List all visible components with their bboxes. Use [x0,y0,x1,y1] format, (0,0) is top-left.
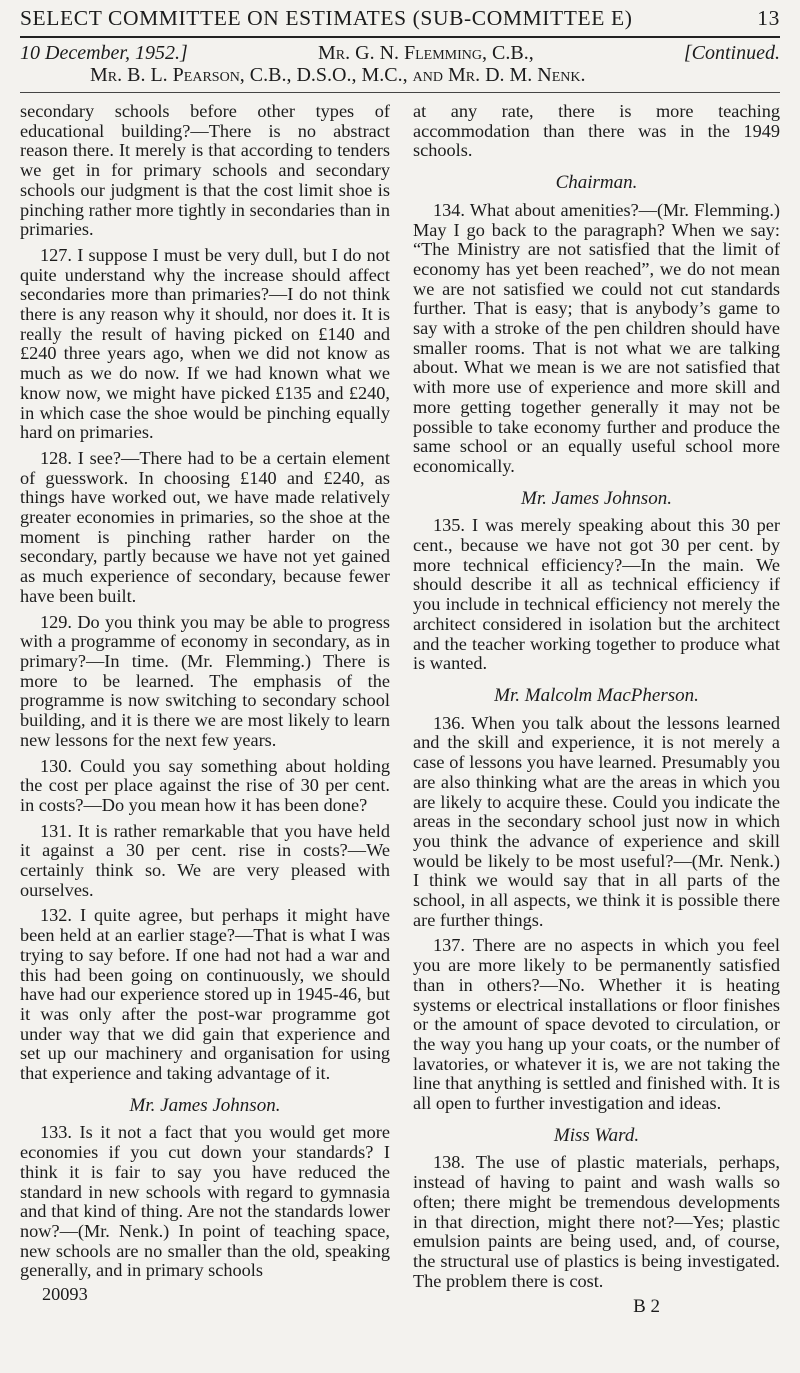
question-129: 129. Do you think you may be able to progress with a programme of economy in secondary, as in primary?—In time. (Mr. Flemming.) There is more to be learned. The emphasis of the programme is now switching to secondary school building, and it is there we are most likely to learn new lessons for the next few years. [20,611,390,750]
speaker-heading: Mr. James Johnson. [129,1094,281,1116]
speaker-heading: Chairman. [555,172,638,194]
question-130: 130. Could you say something about holding the cost per place against the rise of 30 per cent. in costs?—Do you mean how it has been done? [20,755,390,815]
question-135: 135. I was merely speaking about this 30 per cent., because we have not got 30 per cent. by more technical efficiency?—In the main. We should describe it all as technical efficiency if you include in technical efficiency not merely the architect considered in isolation but the architect and the teacher working together to produce what is wanted. [413,515,780,674]
continued-label: [Continued. [683,42,780,64]
answer-continuation: secondary schools before other types of educational building?—There is no abstract reason there. It merely is that according to tenders we get in for primary schools and secondary schools our judgment is that the cost limit shoe is pinching rather more tightly in secondaries than in primaries. [20,101,390,240]
question-132: 132. I quite agree, but perhaps it might have been held at an earlier stage?—That is what I was trying to say before. If one had not had a war and this had been going on continuously, we should have had our experience stored up in 1945-46, but it was only after the post-war programme got under way that we did gain that experience and set up our machinery and organisation for using that experience and taking advantage of it. [20,905,390,1084]
print-reference: 20093 [42,1284,88,1305]
header-rule-lower [20,92,780,93]
question-127: 127. I suppose I must be very dull, but I do not quite understand why the increase should affect secondaries more than primaries?—I do not think there is any reason why it should, nor does it. It is really the result of having picked on £140 and £240 three years ago, when we did not know as much as we do now. If we had known what we know now, we might have picked £135 and £240, in which case the shoe would be pinching equally hard on primaries. [20,244,390,443]
question-136: 136. When you talk about the lessons learned and the skill and experience, it is not merely a case of lessons you have learned. Presumably you are also thinking what are the areas in which you are likely to acquire these. Could you indicate the areas in the secondary school just now in which you think the advance of experience and skill would be likely to be most useful?—(Mr. Nenk.) I think we would say that in all parts of the school, in all aspects, we think it is possible there are further things. [413,712,780,930]
header-rule [20,36,780,38]
speaker-heading: Mr. Malcolm MacPherson. [494,684,699,706]
page-number: 13 [757,6,780,30]
question-134: 134. What about amenities?—(Mr. Flemming.) May I go back to the paragraph? When we say: “The Ministry are not satisfied that the limit of economy has yet been reached”, we do not mean we are not satisfied we could not cut standards further. That is easy; that is anybody’s game to say with a stroke of the pen children should have smaller rooms. That is not what we are talking about. What we mean is we are not satisfied that with more use of experience and more skill and more getting together generally it may not be possible to take economy further and produce the same school or an equally useful school more economically. [413,199,780,476]
question-133: 133. Is it not a fact that you would get more economies if you cut down your standards? I think it is fair to say you have reduced the standard in new schools with regard to gymnasia and that kind of thing. Are not the standards lower now?—(Mr. Nenk.) In point of teaching space, new schools are no smaller than the old, speaking generally, and in primary schools [20,1122,390,1281]
signature-mark: B 2 [633,1296,660,1318]
question-138: 138. The use of plastic materials, perhaps, instead of having to paint and wash walls so often; there might be tremendous developments in that direction, might there not?—Yes; plastic emulsion paints are being used, and, of course, the structural use of plastics is being investigated. The problem there is cost. [413,1152,780,1291]
left-column [20,102,390,1305]
question-137: 137. There are no aspects in which you feel you are more likely to be permanently satisfied than in others?—No. Whether it is heating systems or electrical installations or floor finishes or the amount of space devoted to circulation, or the way you hang up your coats, or the number of lavatories, or whatever it is, we are not taking the line that anything is settled and finished with. It is all open to further investigation and ideas. [413,935,780,1114]
page-header [20,6,780,31]
running-title: SELECT COMMITTEE ON ESTIMATES (SUB-COMMITTEE E) [20,6,633,30]
speaker-heading: Miss Ward. [553,1124,640,1146]
speaker-heading: Mr. James Johnson. [521,487,672,509]
witnesses-line-2: Mr. B. L. Pearson, C.B., D.S.O., M.C., and Mr. D. M. Nenk. [90,64,586,86]
answer-continuation: at any rate, there is more teaching accommodation than there was in the 1949 schools. [413,101,780,161]
question-128: 128. I see?—There had to be a certain element of guesswork. In choosing £140 and £240, as things have worked out, we have made relatively greater economies in primaries, so the shoe at the moment is pinching rather harder on the secondary, partly because we have not yet gained as much experience of secondary, because fewer have been built. [20,447,390,606]
question-131: 131. It is rather remarkable that you have held it against a 30 per cent. rise in costs?—We certainly think so. We are very pleased with ourselves. [20,820,390,900]
session-date: 10 December, 1952.] [20,42,188,64]
right-column [413,102,780,1317]
witnesses-line-1: Mr. G. N. Flemming, C.B., [318,42,534,64]
